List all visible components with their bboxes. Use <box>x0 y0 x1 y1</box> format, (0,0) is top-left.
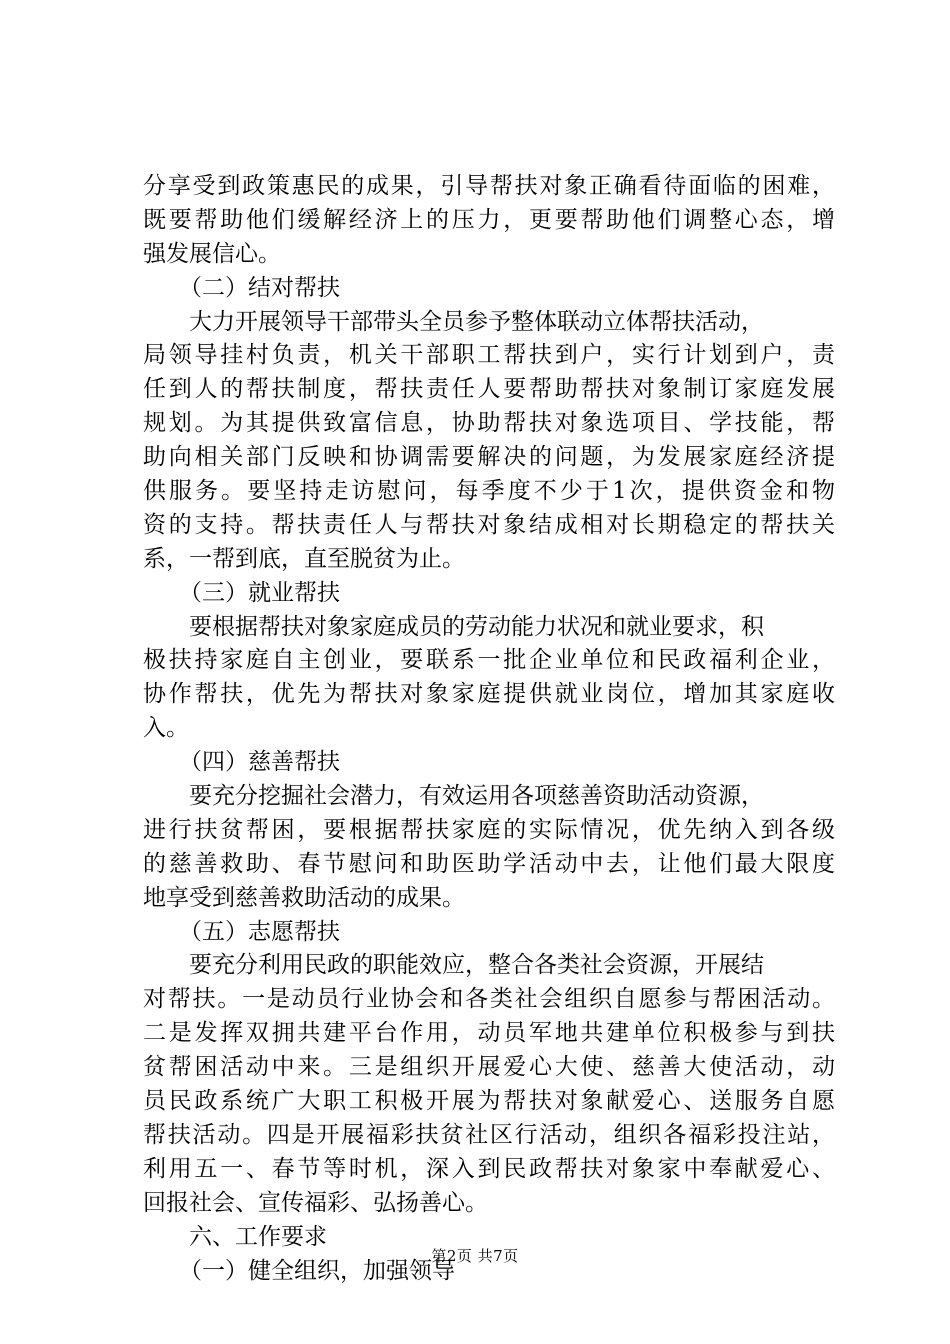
text-line: 员民政系统广大职工积极开展为帮扶对象献爱心、送服务自愿 <box>143 1088 835 1115</box>
text-line: （一）健全组织，加强领导 <box>179 1257 455 1284</box>
text-line: 要充分挖掘社会潜力，有效运用各项慈善资助活动资源， <box>189 783 764 810</box>
text-line: 利用五一、春节等时机，深入到民政帮扶对象家中奉献爱心、 <box>143 1155 835 1182</box>
text-line: 要充分利用民政的职能效应，整合各类社会资源，开展结 <box>189 952 764 979</box>
text-line: 极扶持家庭自主创业，要联系一批企业单位和民政福利企业， <box>143 647 835 674</box>
text-line: 强发展信心。 <box>143 240 281 267</box>
text-line: （四）慈善帮扶 <box>179 749 340 776</box>
text-line: （三）就业帮扶 <box>179 579 340 606</box>
text-line: 资的支持。帮扶责任人与帮扶对象结成相对长期稳定的帮扶关 <box>143 511 835 538</box>
text-line: 帮扶活动。四是开展福彩扶贫社区行活动，组织各福彩投注站， <box>143 1121 835 1148</box>
text-line: 分享受到政策惠民的成果，引导帮扶对象正确看待面临的困难， <box>143 173 835 199</box>
text-line: 既要帮助他们缓解经济上的压力，更要帮助他们调整心态，增 <box>143 206 835 233</box>
text-line: 二是发挥双拥共建平台作用，动员军地共建单位积极参与到扶 <box>143 1020 835 1047</box>
text-line: 对帮扶。一是动员行业协会和各类社会组织自愿参与帮困活动。 <box>143 986 835 1013</box>
text-line: 规划。为其提供致富信息，协助帮扶对象选项目、学技能，帮 <box>143 410 835 437</box>
text-line: 入。 <box>143 715 189 742</box>
text-line: 大力开展领导干部带头全员参予整体联动立体帮扶活动， <box>189 308 764 335</box>
text-line: 进行扶贫帮困，要根据帮扶家庭的实际情况，优先纳入到各级 <box>143 816 835 843</box>
text-line: 要根据帮扶对象家庭成员的劳动能力状况和就业要求，积 <box>189 613 764 640</box>
text-line: 助向相关部门反映和协调需要解决的问题，为发展家庭经济提 <box>143 444 835 471</box>
text-line: 贫帮困活动中来。三是组织开展爱心大使、慈善大使活动，动 <box>143 1054 835 1081</box>
text-line: 局领导挂村负责，机关干部职工帮扶到户，实行计划到户，责 <box>143 342 835 369</box>
text-line: （二）结对帮扶 <box>179 274 340 301</box>
text-line: 回报社会、宣传福彩、弘扬善心。 <box>143 1189 488 1216</box>
text-line: 六、工作要求 <box>189 1223 327 1250</box>
text-line: 系，一帮到底，直至脱贫为止。 <box>143 545 465 572</box>
text-line: 任到人的帮扶制度，帮扶责任人要帮助帮扶对象制订家庭发展 <box>143 376 835 403</box>
text-line: 协作帮扶，优先为帮扶对象家庭提供就业岗位，增加其家庭收 <box>143 681 835 708</box>
page-footer: 第2页 共7页 <box>431 1247 519 1265</box>
text-line: 供服务。要坚持走访慰问，每季度不少于1次，提供资金和物 <box>143 478 835 505</box>
document-body <box>143 170 835 1288</box>
text-line: 的慈善救助、春节慰问和助医助学活动中去，让他们最大限度 <box>143 850 835 877</box>
text-line: 地享受到慈善救助活动的成果。 <box>143 884 465 911</box>
text-line: （五）志愿帮扶 <box>179 918 340 945</box>
